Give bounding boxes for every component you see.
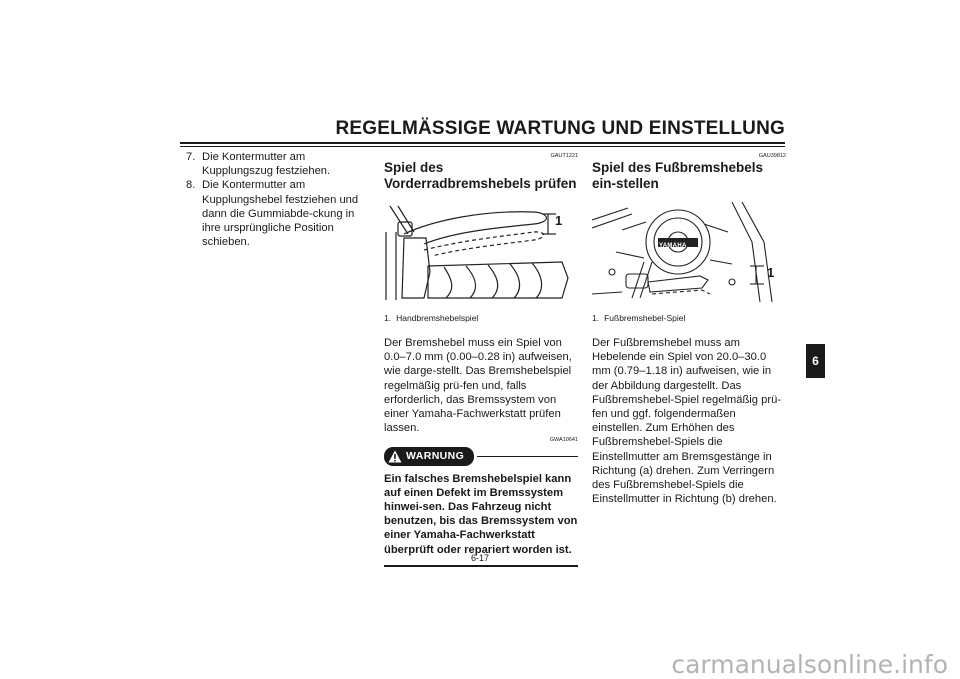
warning-icon xyxy=(388,450,402,463)
caption-number: 1. xyxy=(592,313,600,323)
page-number: 6-17 xyxy=(470,553,489,563)
section-body: Der Fußbremshebel muss am Hebelende ein Spiel von 20.0–30.0 mm (0.79–1.18 in) aufweisen, wie in der Abbildung dargestellt. Das Fußbremshebel-Spiel regelmäßig prü-fen und ggf. folgendermaßen einstellen. Zum Erhöhen des Fußbremshebel-Spiels die Einstellmutter am Bremsgestänge in Richtung (a) drehen. Zum Verringern des Fußbremshebel-Spiels die Einstellmutter in Richtung (b) drehen. xyxy=(592,337,782,506)
list-item xyxy=(186,178,372,249)
section-heading: Spiel des Fußbremshebels ein-stellen xyxy=(592,160,764,191)
warning-code: GWA10641 xyxy=(549,437,578,444)
section-body: Der Bremshebel muss ein Spiel von 0.0–7.0 mm (0.00–0.28 in) aufweisen, wie darge-stellt. Das Bremshebelspiel regelmäßig prü-fen und, falls erforderlich, das Bremssystem von einer Yamaha-Fachwerkstatt prüfen lassen. xyxy=(384,337,572,435)
step-number: 8. xyxy=(186,179,196,192)
section-code: GAU39812 xyxy=(758,153,786,159)
chapter-tab: 6 xyxy=(806,344,825,378)
rear-brake-section xyxy=(592,150,786,506)
brake-pedal-figure xyxy=(592,202,782,302)
section-code: GAUT1221 xyxy=(550,153,578,159)
warning-label: WARNUNG xyxy=(406,450,465,463)
list-item xyxy=(186,150,372,178)
header-rule-thin xyxy=(180,146,785,147)
figure-callout: 1 xyxy=(767,265,775,280)
header-rule xyxy=(180,142,785,144)
section-heading: Spiel des Vorderradbremshebels prüfen xyxy=(384,160,577,191)
engine-logo: YAMAHA xyxy=(659,243,687,249)
figure-caption xyxy=(384,313,578,324)
page-header-title: REGELMÄSSIGE WARTUNG UND EINSTELLUNG xyxy=(335,118,785,139)
step-text: Die Kontermutter am Kupplungshebel festziehen und dann die Gummiabde-ckung in ihre ursprüngliche Position schieben. xyxy=(202,179,359,249)
caption-number: 1. xyxy=(384,313,392,323)
front-brake-section xyxy=(384,150,578,567)
caption-text: Handbremshebelspiel xyxy=(396,313,479,323)
brake-pedal-illustration xyxy=(592,202,782,302)
watermark: carmanualsonline.info xyxy=(671,650,948,679)
warning-end-rule xyxy=(384,565,578,567)
figure-caption xyxy=(592,313,786,324)
caption-text: Fußbremshebel-Spiel xyxy=(604,313,686,323)
brake-lever-figure xyxy=(384,202,574,302)
warning-header-rule xyxy=(477,456,578,457)
step-text: Die Kontermutter am Kupplungszug festziehen. xyxy=(202,151,331,178)
clutch-steps-list xyxy=(186,150,372,249)
left-column xyxy=(186,150,372,249)
warning-header xyxy=(384,447,578,465)
warning-badge xyxy=(384,447,474,465)
figure-callout: 1 xyxy=(555,213,563,228)
step-number: 7. xyxy=(186,151,196,163)
brake-lever-illustration xyxy=(384,202,574,302)
warning-text: Ein falsches Bremshebelspiel kann auf einen Defekt im Bremssystem hinwei-sen. Das Fahrzeug nicht benutzen, bis das Bremssystem von einer Yamaha-Fachwerkstatt überprüft oder repariert worden ist. xyxy=(384,472,578,556)
